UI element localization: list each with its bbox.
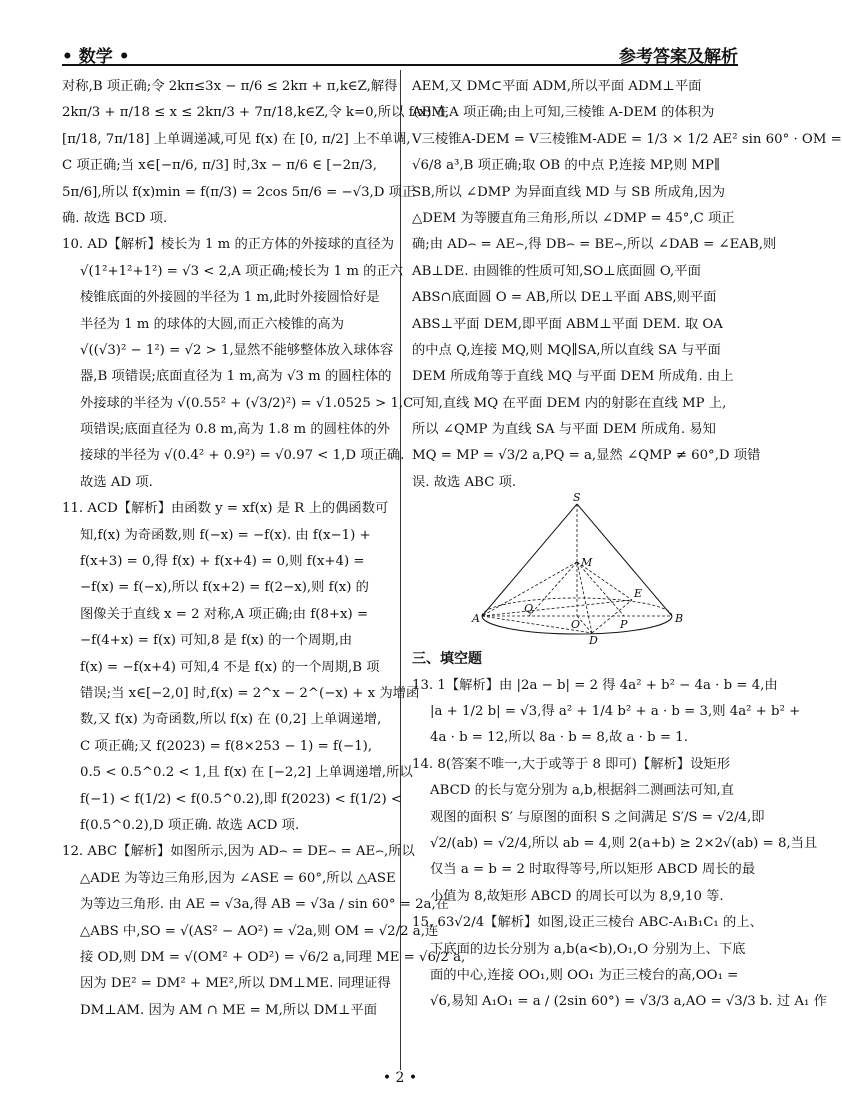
label-a: A	[472, 612, 480, 626]
text-line: 小值为 8,故矩形 ABCD 的周长可以为 8,9,10 等.	[430, 888, 724, 904]
section-label: 参考答案及解析	[619, 47, 738, 67]
page-header	[62, 40, 738, 67]
text-line: C 项正确;又 f(2023) = f(8×253 − 1) = f(−1),	[80, 738, 373, 754]
text-line: f(x) = −f(x+4) 可知,4 不是 f(x) 的一个周期,B 项	[80, 659, 380, 675]
text-line: 4a · b = 12,所以 8a · b = 8,故 a · b = 1.	[430, 730, 688, 746]
text-line: |a + 1/2 b| = √3,得 a² + 1/4 b² + a · b = 3,则 4a² + b² +	[430, 704, 801, 720]
page-number: • 2 •	[382, 1070, 418, 1086]
text-line: 2kπ/3 + π/18 ≤ x ≤ 2kπ/3 + 7π/18,k∈Z,令 k=0,所以 f(x) 在	[62, 105, 449, 121]
text-line: 观图的面积 S′ 与原图的面积 S 之间满足 S′/S = √2/4,即	[430, 809, 765, 825]
text-line: 故选 AD 项.	[80, 474, 153, 490]
label-s: S	[573, 491, 581, 505]
text-line: AB⊥DE. 由圆锥的性质可知,SO⊥底面圆 O,平面	[412, 263, 701, 279]
text-line: △DEM 为等腰直角三角形,所以 ∠DMP = 45°,C 项正	[412, 210, 735, 226]
text-line: 5π/6],所以 f(x)min = f(π/3) = 2cos 5π/6 = −√3,D 项正	[62, 184, 416, 200]
right-column-bottom	[412, 673, 827, 1016]
text-line: C 项正确;当 x∈[−π/6, π/3] 时,3x − π/6 ∈ [−2π/3,	[62, 158, 377, 174]
text-line: 知,f(x) 为奇函数,则 f(−x) = −f(x). 由 f(x−1) +	[80, 527, 371, 543]
right-column	[412, 74, 842, 1016]
label-p: P	[620, 618, 628, 632]
text-line: 的中点 Q,连接 MQ,则 MQ∥SA,所以直线 SA 与平面	[412, 342, 721, 358]
text-line: 棱锥底面的外接圆的半径为 1 m,此时外接圆恰好是	[80, 290, 380, 306]
label-m: M	[581, 556, 593, 570]
text-line: √(1²+1²+1²) = √3 < 2,A 项正确;棱长为 1 m 的正六	[80, 263, 404, 279]
text-line: √6/8 a³,B 项正确;取 OB 的中点 P,连接 MP,则 MP∥	[412, 158, 721, 174]
seg-mp	[577, 562, 624, 616]
text-line: ABS∩底面圆 O = AB,所以 DE⊥平面 ABS,则平面	[412, 290, 717, 306]
text-line: 10. AD【解析】棱长为 1 m 的正方体的外接球的直径为	[62, 237, 395, 253]
text-line: 0.5 < 0.5^0.2 < 1,且 f(x) 在 [−2,2] 上单调递增,所以	[80, 765, 413, 781]
label-b: B	[675, 612, 684, 626]
text-line: SB,所以 ∠DMP 为异面直线 MD 与 SB 所成角,因为	[412, 184, 726, 200]
text-line: 接球的半径为 √(0.4² + 0.9²) = √0.97 < 1,D 项正确.	[80, 448, 405, 464]
text-line: 数,又 f(x) 为奇函数,所以 f(x) 在 (0,2] 上单调递增,	[80, 712, 382, 728]
text-line: −f(x) = f(−x),所以 f(x+2) = f(2−x),则 f(x) 的	[80, 580, 369, 596]
text-line: ABCD 的长与宽分别为 a,b,根据斜二测画法可知,直	[430, 783, 735, 799]
text-line: 为等边三角形. 由 AE = √3a,得 AB = √3a / sin 60° = 2a,在	[80, 897, 449, 913]
label-q: Q	[524, 602, 534, 616]
text-line: 外接球的半径为 √(0.55² + (√3/2)²) = √1.0525 > 1,C	[80, 395, 414, 411]
text-line: √((√3)² − 1²) = √2 > 1,显然不能够整体放入球体容	[80, 342, 394, 358]
text-line: 所以 ∠QMP 为直线 SA 与平面 DEM 所成角. 易知	[412, 422, 716, 438]
label-o: O	[571, 618, 581, 632]
edge-sa	[482, 504, 577, 616]
text-line: 下底面的边长分别为 a,b(a<b),O₁,O 分别为上、下底	[430, 941, 746, 957]
text-line: f(0.5^0.2),D 项正确. 故选 ACD 项.	[80, 817, 300, 833]
text-line: 项错误;底面直径为 0.8 m,高为 1.8 m 的圆柱体的外	[80, 422, 391, 438]
header-rule	[62, 64, 738, 66]
text-line: 对称,B 项正确;令 2kπ≤3x − π/6 ≤ 2kπ + π,k∈Z,解得	[62, 79, 398, 94]
text-line: 面的中心,连接 OO₁,则 OO₁ 为正三棱台的高,OO₁ =	[430, 967, 739, 983]
text-line: √6,易知 A₁O₁ = a / (2sin 60°) = √3/3 a,AO = √3/3 b. 过 A₁ 作	[430, 994, 827, 1010]
text-line: 确. 故选 BCD 项.	[62, 210, 168, 226]
text-line: 15. 63√2/4【解析】如图,设正三棱台 ABC-A₁B₁C₁ 的上、	[412, 915, 763, 931]
text-line: 仅当 a = b = 2 时取得等号,所以矩形 ABCD 周长的最	[430, 862, 756, 878]
text-line: △ADE 为等边三角形,因为 ∠ASE = 60°,所以 △ASE	[80, 870, 396, 886]
text-line: V三棱锥A-DEM = V三棱锥M-ADE = 1/3 × 1/2 AE² sin 60° · OM =	[412, 131, 842, 147]
text-line: f(x+3) = 0,得 f(x) + f(x+4) = 0,则 f(x+4) =	[80, 554, 365, 570]
text-line: 11. ACD【解析】由函数 y = xf(x) 是 R 上的偶函数可	[62, 501, 389, 517]
text-line: △ABS 中,SO = √(AS² − AO²) = √2a,则 OM = √2/2 a,连	[80, 923, 439, 939]
text-line: f(−1) < f(1/2) < f(0.5^0.2),即 f(2023) < f(1/2) <	[80, 791, 403, 807]
subject-label: • 数学 •	[62, 47, 130, 67]
text-line: [π/18, 7π/18] 上单调递减,可见 f(x) 在 [0, π/2] 上不单调,	[62, 131, 411, 147]
text-line: AEM,又 DM⊂平面 ADM,所以平面 ADM⊥平面	[412, 79, 702, 94]
text-line: 12. ABC【解析】如图所示,因为 AD⌢ = DE⌢ = AE⌢,所以	[62, 844, 415, 860]
text-line: 接 OD,则 DM = √(OM² + OD²) = √6/2 a,同理 ME = √6/2 a,	[80, 949, 466, 965]
text-line: 确;由 AD⌢ = AE⌢,得 DB⌢ = BE⌢,所以 ∠DAB = ∠EAB,则	[412, 237, 777, 253]
text-line: 13. 1【解析】由 |2a − b| = 2 得 4a² + b² − 4a · b = 4,由	[412, 677, 778, 693]
cone-diagram	[472, 491, 684, 648]
seg-mq	[529, 562, 577, 616]
text-line: 14. 8(答案不唯一,大于或等于 8 即可)【解析】设矩形	[412, 756, 730, 772]
text-line: 器,B 项错误;底面直径为 1 m,高为 √3 m 的圆柱体的	[80, 369, 392, 385]
text-line: −f(4+x) = f(x) 可知,8 是 f(x) 的一个周期,由	[80, 633, 353, 649]
text-line: MQ = MP = √3/2 a,PQ = a,显然 ∠QMP ≠ 60°,D 项错	[412, 448, 761, 464]
text-line: 半径为 1 m 的球体的大圆,而正六棱锥的高为	[80, 316, 345, 332]
cone-figure	[412, 491, 740, 648]
text-line: 错误;当 x∈[−2,0] 时,f(x) = 2^x − 2^(−x) + x 为增函	[80, 685, 420, 701]
text-line: 因为 DE² = DM² + ME²,所以 DM⊥ME. 同理证得	[80, 976, 391, 992]
text-line: DM⊥AM. 因为 AM ∩ ME = M,所以 DM⊥平面	[80, 1002, 378, 1018]
text-line: 可知,直线 MQ 在平面 DEM 内的射影在直线 MP 上,	[412, 395, 727, 411]
text-line: AEM,A 项正确;由上可知,三棱锥 A-DEM 的体积为	[412, 105, 715, 121]
label-e: E	[634, 587, 643, 601]
label-d: D	[589, 634, 598, 648]
text-line: 图像关于直线 x = 2 对称,A 项正确;由 f(8+x) =	[80, 606, 369, 622]
seg-ae	[482, 600, 632, 616]
section-title: 三、填空题	[412, 651, 482, 668]
text-line: 误. 故选 ABC 项.	[412, 474, 517, 490]
text-line: ABS⊥平面 DEM,即平面 ABM⊥平面 DEM. 取 OA	[412, 316, 723, 332]
text-line: √2/(ab) = √2/4,所以 ab = 4,则 2(a+b) ≥ 2×2√(ab) = 8,当且	[430, 835, 818, 851]
text-line: DEM 所成角等于直线 MQ 与平面 DEM 所成角. 由上	[412, 369, 734, 385]
right-column-top	[412, 74, 842, 496]
